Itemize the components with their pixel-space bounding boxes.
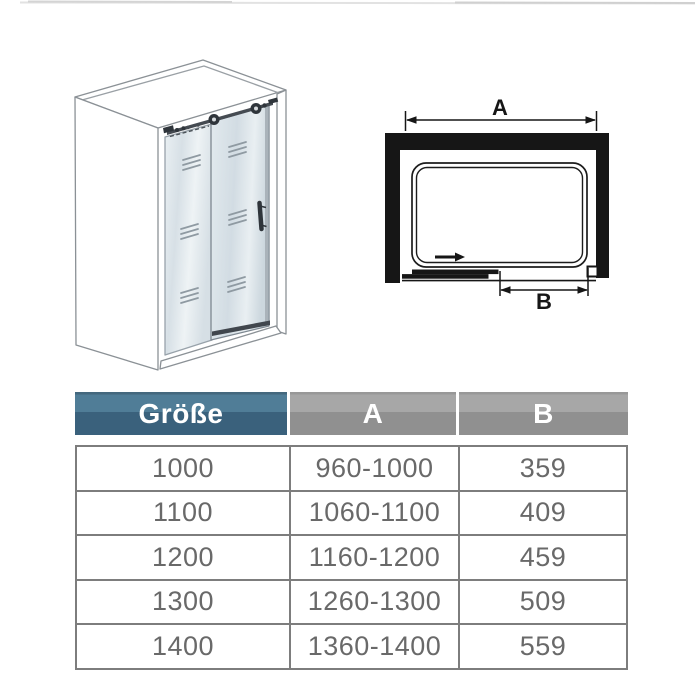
- shower-enclosure-3d-illustration: [75, 60, 286, 370]
- cell-groesse: 1000: [77, 447, 291, 490]
- table-row: [77, 490, 626, 535]
- plan-door-panel: [412, 270, 499, 275]
- plan-wall-left: [385, 133, 400, 283]
- table-row: [77, 534, 626, 579]
- plan-view-diagram: [385, 95, 609, 314]
- header-b: B: [459, 392, 628, 435]
- header-a: A: [290, 392, 456, 435]
- plan-fixed-panel: [402, 274, 489, 279]
- cell-groesse: 1100: [77, 492, 291, 535]
- roller-icon: [209, 114, 220, 125]
- dimension-b: [500, 268, 588, 314]
- roller-icon: [251, 103, 262, 114]
- cell-b: 459: [519, 541, 567, 572]
- shower-tray: [412, 163, 587, 267]
- cell-b: 559: [519, 630, 567, 661]
- dimension-b-label: B: [536, 289, 552, 314]
- header-groesse: Größe: [75, 392, 287, 435]
- dimension-a: [406, 95, 597, 131]
- table-row: [77, 447, 626, 490]
- cell-a: 1260-1300: [291, 581, 460, 624]
- size-table: [75, 392, 628, 670]
- size-table-header: [75, 392, 628, 435]
- plan-wall-right: [596, 133, 609, 278]
- cell-groesse: 1200: [77, 536, 291, 579]
- cell-b: 409: [519, 497, 567, 528]
- cell-b: 359: [519, 452, 567, 483]
- plan-wall-end-profile: [588, 267, 598, 277]
- slide-direction-arrow-icon: [435, 253, 465, 262]
- cell-a: 1160-1200: [291, 536, 460, 579]
- dimension-a-label: A: [492, 95, 508, 120]
- plan-wall-top: [385, 133, 609, 150]
- right-wall: [277, 90, 286, 334]
- table-row: [77, 623, 626, 668]
- left-wall: [75, 97, 158, 370]
- cell-groesse: 1400: [77, 625, 291, 668]
- top-edge-artifact: [20, 2, 695, 4]
- cell-b: 509: [519, 586, 567, 617]
- cell-groesse: 1300: [77, 581, 291, 624]
- cell-a: 960-1000: [291, 447, 460, 490]
- cell-a: 1060-1100: [291, 492, 460, 535]
- table-row: [77, 579, 626, 624]
- cell-a: 1360-1400: [291, 625, 460, 668]
- size-table-body: [75, 445, 628, 670]
